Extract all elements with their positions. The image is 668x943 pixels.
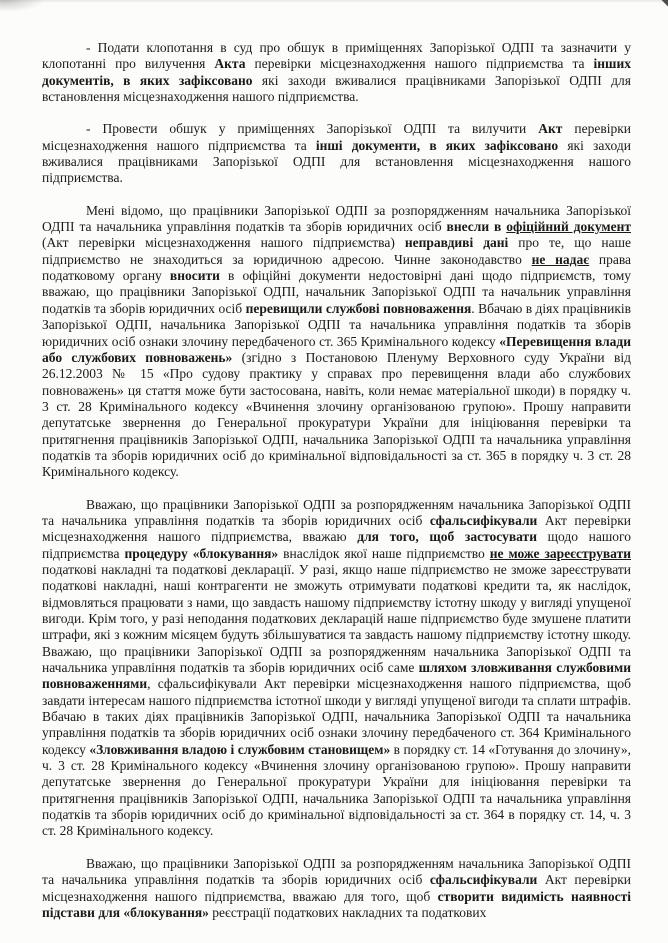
- text-run: реєстрації податкових накладних та податкових: [208, 904, 487, 920]
- text-run: щодо нашого підприємства: [42, 529, 631, 561]
- text-run: процедуру «блокування»: [124, 545, 279, 561]
- text-run: не може зареєструвати: [489, 545, 631, 561]
- text-run: (згідно з Постановою Пленуму Верховного суду України від 26.12.2003 № 15 «Про судову практику у справах про перевищення влади або службових повноважень» ця стаття може бути застосована, навіть, коли немає матеріальної шкоди) в порядку ч. 3 ст. 28 Кримінального кодексу «Вчинення злочину організованою групою». Прошу направити депутатське звернення до Генеральної прокуратури України для ініціювання перевірки та притягнення працівників Запорізької ОДПІ, начальника Запорізької ОДПІ та начальника управління податків та зборів юридичних осіб до кримінальної відповідальності за ст. 365 в порядку ч. 3 ст. 28 Кримінального кодексу.: [42, 349, 631, 480]
- text-run: «Перевищення влади або службових повноважень»: [42, 333, 632, 365]
- paragraph: [42, 40, 631, 105]
- text-run: сфальсифікували: [429, 512, 538, 528]
- text-run: інших документів, в яких зафіксовано: [42, 56, 631, 88]
- text-run: (Акт перевірки місцезнаходження нашого підприємства): [42, 235, 405, 251]
- text-run: внаслідок якої наше підприємство: [278, 545, 490, 561]
- paragraph: [42, 856, 631, 921]
- text-run: . Вбачаю в діях працівників Запорізької ОДПІ, начальника Запорізької ОДПІ та начальника управління податків та зборів юридичних осіб ознаки злочину передбаченого ст. 365 Кримінального кодексу: [42, 300, 632, 349]
- text-run: для того, щоб застосувати: [357, 529, 537, 545]
- text-run: про те, що наше підприємство не знаходиться за юридичною адресою. Чинне законодавство: [42, 235, 631, 267]
- text-run: в порядку ст. 14 «Готування до злочину», ч. 3 ст. 28 Кримінального кодексу «Вчинення злочину організованою групою». Прошу направити депутатське звернення до Генеральної прокуратури України для ініціювання перевірки та притягнення працівників Запорізької ОДПІ, начальника Запорізької ОДПІ та начальника управління податків та зборів юридичних осіб до кримінальної відповідальності за ст. 364 в порядку ст. 14, ч. 3 ст. 28 Кримінального кодексу.: [42, 741, 632, 839]
- text-run: інші документи, в яких зафіксовано: [315, 137, 559, 153]
- text-run: , сфальсифікували Акт перевірки місцезнаходження нашого підприємства, щоб завдати інтересам нашого підприємства істотної шкоди у вигляді упущеної вигоди та сплати штрафів. Вбачаю в таких діях працівників Запорізької ОДПІ, начальника Запорізької ОДПІ та начальника управління податків та зборів юридичних осіб ознаки злочину передбаченого ст. 364 Кримінального кодексу: [42, 676, 631, 757]
- text-run: які заходи вживалися працівниками Запорізької ОДПІ для встановлення місцезнаходження нашого підприємства.: [42, 72, 631, 105]
- text-run: перевірки місцезнаходження нашого підприємства та: [245, 56, 594, 72]
- paragraph: [42, 121, 631, 186]
- text-run: в офіційні документи недостовірні дані щодо підприємств, тому вважаю, що працівники Запорізької ОДПІ, начальник Запорізької ОДПІ та начальник управління податків та зборів юридичних осіб: [42, 268, 631, 316]
- text-run: Акт: [538, 121, 563, 137]
- text-run: шляхом зловживання службовими повноваженнями: [42, 660, 631, 692]
- paragraph: [42, 497, 631, 840]
- text-run: неправдиві дані: [404, 235, 509, 251]
- scan-edge-shadow: [0, 0, 668, 3]
- text-run: Акт перевірки місцезнаходження нашого підприємства, вважаю: [42, 512, 631, 545]
- text-run: створити видимість наявності підстави для «блокування»: [42, 888, 631, 920]
- text-run: - Подати клопотання в суд про обшук в приміщеннях Запорізької ОДПІ та зазначити у клопотанні про вилучення: [42, 40, 631, 72]
- text-run: перевірки місцезнаходження нашого підприємства та: [42, 121, 632, 153]
- text-run: Мені відомо, що працівники Запорізької ОДПІ за розпорядженням начальника Запорізької ОДПІ та начальника управління податків та зборів юридичних осіб: [42, 202, 631, 235]
- paragraph: [42, 203, 631, 481]
- text-run: Акта: [214, 56, 246, 72]
- document-body: [42, 40, 631, 921]
- text-run: Акт перевірки місцезнаходження нашого підприємства, вважаю для того, щоб: [42, 872, 631, 904]
- text-run: внесли в: [446, 219, 507, 235]
- text-run: - Провести обшук у приміщеннях Запорізької ОДПІ та вилучити: [86, 121, 539, 137]
- text-run: сфальсифікували: [429, 872, 538, 888]
- text-run: вносити: [169, 268, 220, 284]
- text-run: права податковому органу: [42, 251, 632, 284]
- text-run: Вважаю, що працівники Запорізької ОДПІ за розпорядженням начальника Запорізької ОДПІ та начальника управління податків та зборів юридичних осіб: [42, 496, 631, 528]
- text-run: Вважаю, що працівники Запорізької ОДПІ за розпорядженням начальника Запорізької ОДПІ та начальника управління податків та зборів юридичних осіб: [42, 855, 631, 888]
- text-run: які заходи вживалися працівниками Запорізької ОДПІ для встановлення місцезнаходження нашого підприємства.: [42, 137, 631, 186]
- scan-artifact-top-right: [658, 0, 668, 10]
- text-run: офіційний документ: [506, 219, 631, 235]
- scan-artifact-top-left: [0, 0, 46, 12]
- text-run: «Зловживання владою і службовим становищем»: [89, 741, 391, 757]
- text-run: перевищили службові повноваження: [245, 300, 472, 316]
- text-run: податкові накладні та податкові декларації. У разі, якщо наше підприємство не зможе зареєструвати податкові накладні, наші контрагенти не зможуть отримувати податкові кредити та, як наслідок, відмовляться працювати з нами, що завдасть нашому підприємству істотну шкоду у вигляді упущеної вигоди. Крім того, у разі неподання податкових декларацій наше підприємство буде змушене платити штрафи, які з кожним місяцем будуть збільшуватися та завдасть нашому підприємству істотну шкоду. Вважаю, що працівники Запорізької ОДПІ за розпорядженням начальника Запорізької ОДПІ та начальника управління податків та зборів юридичних осіб саме: [42, 561, 631, 676]
- text-run: не надає: [531, 251, 590, 267]
